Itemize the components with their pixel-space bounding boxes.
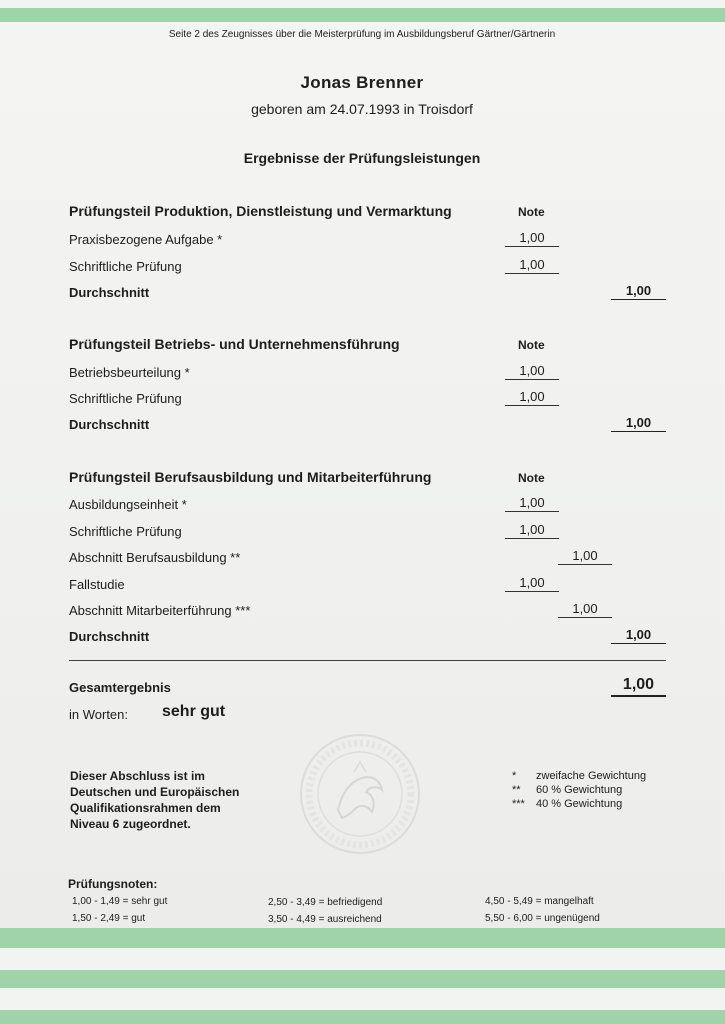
section-heading: Prüfungsteil Produktion, Dienstleistung und Vermarktung [69, 203, 452, 219]
row-value: 1,00 [505, 494, 559, 512]
legend-text: zweifache Gewichtung [536, 770, 647, 782]
decorative-stripe [0, 948, 725, 970]
row-label: Abschnitt Berufsausbildung ** [69, 550, 241, 565]
results-title: Ergebnisse der Prüfungsleistungen [243, 150, 481, 166]
embossed-seal-icon [298, 732, 422, 856]
row-label: Schriftliche Prüfung [69, 524, 182, 539]
row-value: 1,00 [505, 256, 559, 274]
overall-words: sehr gut [162, 703, 226, 720]
note-label: Note [518, 338, 545, 352]
section-heading: Prüfungsteil Berufsausbildung und Mitarbeiterführung [69, 469, 432, 485]
legend-mark: *** [512, 798, 525, 810]
note-label: Note [518, 471, 545, 485]
average-value: 1,00 [611, 626, 666, 644]
page-header: Seite 2 des Zeugnisses über die Meisterprüfung im Ausbildungsberuf Gärtner/Gärtnerin [168, 29, 556, 40]
statement-line: Niveau 6 zugeordnet. [70, 817, 191, 831]
grade-scale-item: 1,50 - 2,49 = gut [72, 913, 146, 924]
words-label: in Worten: [69, 707, 129, 722]
row-value: 1,00 [558, 547, 612, 565]
legend-mark: ** [512, 784, 521, 796]
decorative-stripe [0, 988, 725, 1010]
row-value: 1,00 [558, 600, 612, 618]
legend-item [512, 769, 646, 783]
row-label: Betriebsbeurteilung * [69, 365, 190, 380]
birth-info: geboren am 24.07.1993 in Troisdorf [251, 101, 473, 117]
row-label: Ausbildungseinheit * [69, 497, 187, 512]
person-name: Jonas Brenner [300, 73, 424, 92]
legend-text: 40 % Gewichtung [536, 798, 623, 810]
legend-item [512, 783, 646, 797]
overall-label: Gesamtergebnis [69, 680, 171, 695]
grade-scale-item: 1,00 - 1,49 = sehr gut [72, 896, 168, 907]
average-label: Durchschnitt [69, 629, 150, 644]
legend-item [512, 797, 646, 811]
note-label: Note [518, 205, 545, 219]
row-label: Praxisbezogene Aufgabe * [69, 232, 223, 247]
grade-scale-item: 4,50 - 5,49 = mangelhaft [485, 896, 594, 907]
average-value: 1,00 [611, 414, 666, 432]
row-value: 1,00 [505, 388, 559, 406]
legend-text: 60 % Gewichtung [536, 784, 623, 796]
grades-heading: Prüfungsnoten: [68, 877, 158, 891]
row-label: Schriftliche Prüfung [69, 391, 182, 406]
row-value: 1,00 [505, 229, 559, 247]
grade-scale-item: 2,50 - 3,49 = befriedigend [268, 897, 383, 908]
average-label: Durchschnitt [69, 285, 150, 300]
statement-line: Deutschen und Europäischen [70, 785, 240, 799]
row-label: Fallstudie [69, 577, 125, 592]
statement-line: Qualifikationsrahmen dem [70, 801, 221, 815]
qualification-statement [70, 768, 239, 832]
row-label: Abschnitt Mitarbeiterführung *** [69, 603, 251, 618]
grade-scale-item: 3,50 - 4,49 = ausreichend [268, 914, 382, 925]
section-heading: Prüfungsteil Betriebs- und Unternehmensführung [69, 336, 400, 352]
divider [69, 660, 666, 661]
row-label: Schriftliche Prüfung [69, 259, 182, 274]
statement-line: Dieser Abschluss ist im [70, 769, 205, 783]
row-value: 1,00 [505, 574, 559, 592]
average-label: Durchschnitt [69, 417, 150, 432]
average-value: 1,00 [611, 282, 666, 300]
grade-scale-item: 5,50 - 6,00 = ungenügend [485, 913, 600, 924]
legend-mark: * [512, 770, 517, 782]
weighting-legend [512, 769, 646, 811]
decorative-stripe [0, 0, 725, 8]
overall-value: 1,00 [611, 675, 666, 697]
row-value: 1,00 [505, 362, 559, 380]
row-value: 1,00 [505, 521, 559, 539]
